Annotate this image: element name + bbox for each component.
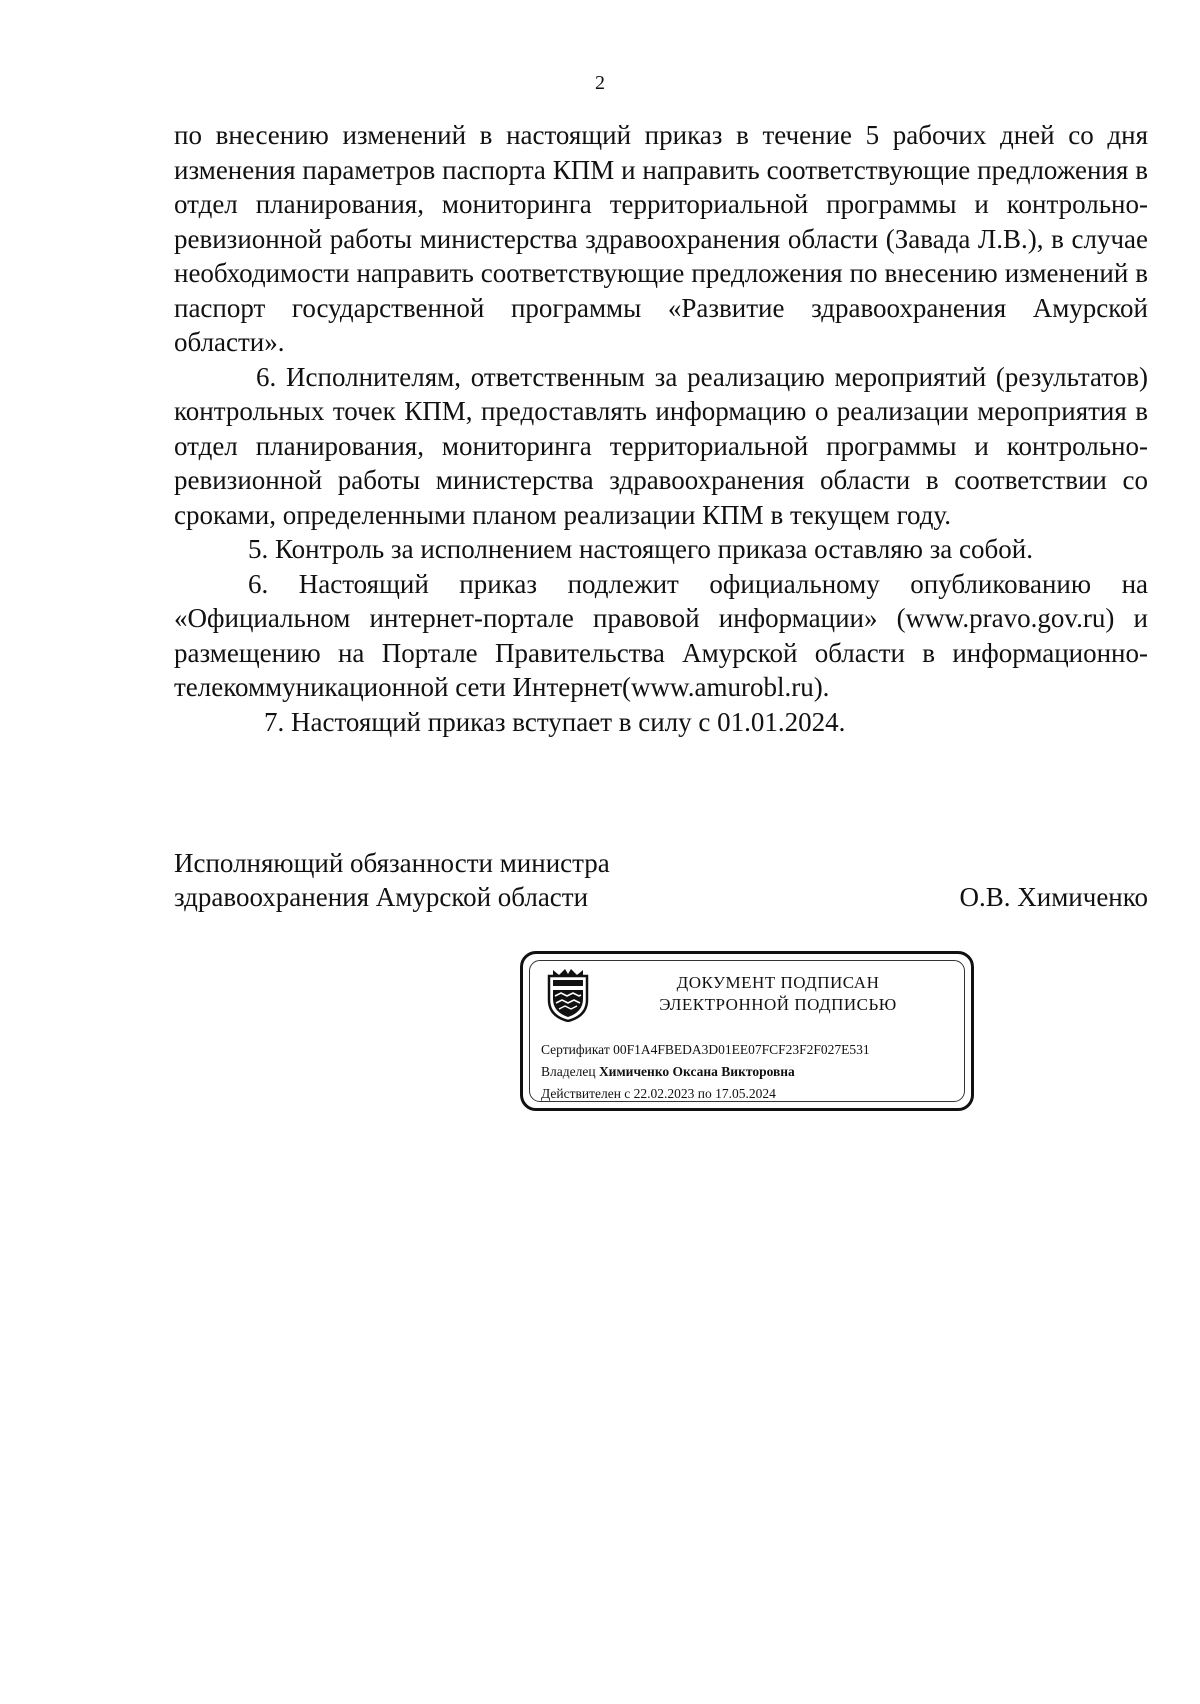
signatory-name: О.В. Химиченко bbox=[959, 882, 1148, 912]
valid-label: Действителен с bbox=[541, 1086, 631, 1101]
coat-of-arms-icon bbox=[545, 966, 591, 1022]
certificate-label: Сертификат bbox=[541, 1042, 610, 1057]
paragraph-item-6-publication: 6. Настоящий приказ подлежит официальному опубликованию на «Официальном интернет-портале правовой информации» (www.pravo.gov.ru) и размещению на Портале Правительства Амурской области в информационно-телекоммуникационной сети Интернет(www.amurobl.ru). bbox=[174, 568, 1148, 702]
paragraph-continuation: по внесению изменений в настоящий приказ в течение 5 рабочих дней со дня изменения параметров паспорта КПМ и направить соответствующие предложения в отдел планирования, мониторинга территориальной программы и контрольно-ревизионной работы министерства здравоохранения области (Завада Л.В.), в случае необходимости направить соответствующие предложения по внесению изменений в паспорт государственной программы «Развитие здравоохранения Амурской области». bbox=[174, 120, 1148, 357]
valid-to-label: по bbox=[697, 1086, 712, 1101]
stamp-heading bbox=[633, 972, 923, 1016]
paragraph-item-5-control: 5. Контроль за исполнением настоящего приказа оставляю за собой. bbox=[248, 534, 1033, 564]
signatory-title bbox=[174, 846, 734, 914]
signatory-title-line2: здравоохранения Амурской области bbox=[174, 882, 589, 912]
signature-block bbox=[174, 846, 1148, 914]
paragraph-item-6-executors: 6. Исполнителям, ответственным за реализацию мероприятий (результатов) контрольных точек КПМ, предоставлять информацию о реализации мероприятия в отдел планирования, мониторинга территориальной программы и контрольно-ревизионной работы министерства здравоохранения области в соответствии со сроками, определенными планом реализации КПМ в текущем году. bbox=[174, 361, 1148, 530]
stamp-heading-line2: ЭЛЕКТРОННОЙ ПОДПИСЬЮ bbox=[659, 995, 897, 1014]
valid-from: 22.02.2023 bbox=[633, 1086, 695, 1101]
electronic-signature-stamp bbox=[520, 951, 974, 1111]
paragraph-item-7-effective-date: 7. Настоящий приказ вступает в силу с 01.01.2024. bbox=[264, 706, 846, 737]
certificate-line bbox=[541, 1042, 870, 1058]
owner-label: Владелец bbox=[541, 1064, 596, 1079]
stamp-heading-line1: ДОКУМЕНТ ПОДПИСАН bbox=[676, 973, 880, 992]
signatory-title-line1: Исполняющий обязанности министра bbox=[174, 848, 610, 878]
document-body bbox=[174, 118, 1148, 739]
owner-line bbox=[541, 1064, 795, 1080]
valid-to: 17.05.2024 bbox=[715, 1086, 776, 1101]
certificate-value: 00F1A4FBEDA3D01EE07FCF23F2F027E531 bbox=[613, 1042, 870, 1057]
page-number: 2 bbox=[595, 72, 605, 94]
owner-value: Химиченко Оксана Викторовна bbox=[598, 1064, 795, 1079]
validity-line bbox=[541, 1086, 776, 1102]
